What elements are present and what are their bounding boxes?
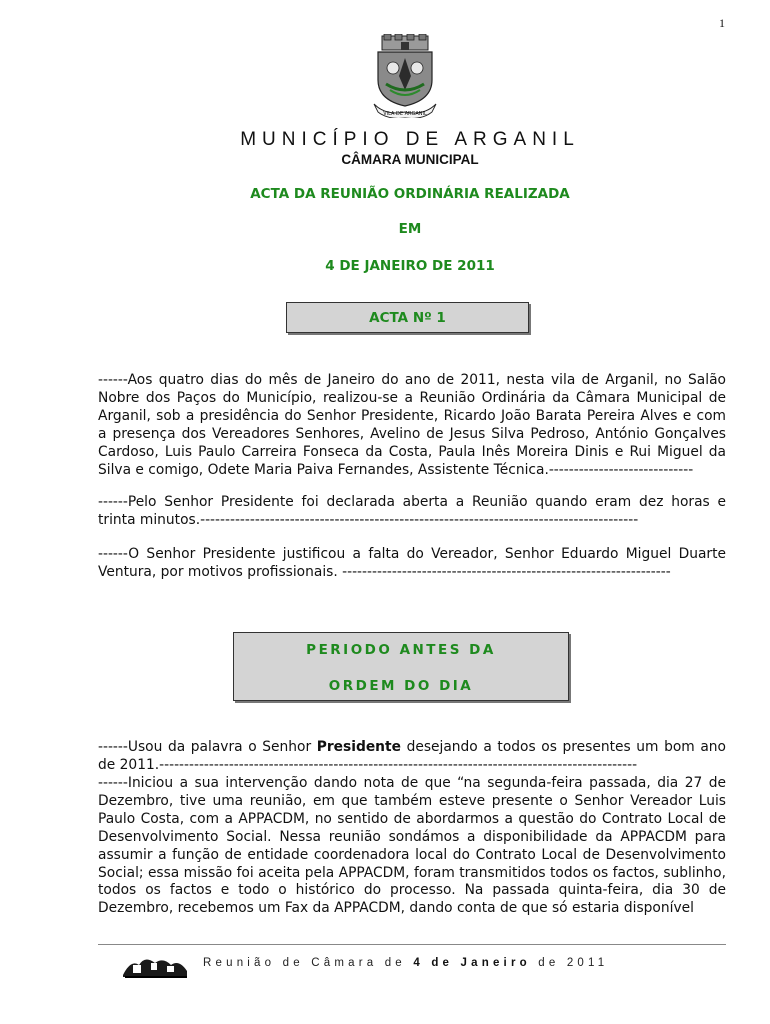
council-name: CÂMARA MUNICIPAL <box>341 152 479 167</box>
footer-month: de Janeiro <box>431 957 531 969</box>
greeting-text-end: desejando a todos os presentes um bom ano de 2011.------------------------------------------------------------------------------------------------ <box>98 739 726 773</box>
section-heading-line1: PERIODO ANTES DA <box>306 642 496 658</box>
section-heading-line2: ORDEM DO DIA <box>328 678 474 694</box>
paragraph-opening: ------Aos quatro dias do mês de Janeiro do ano de 2011, nesta vila de Arganil, no Salão Nobre dos Paços do Município, realizou-se a Reunião Ordinária da Câmara Municipal de Arganil, sob a presidência do Senhor Presidente, Ricardo João Barata Pereira Alves e com a presença dos Vereadores Senhores, Avelino de Jesus Silva Pedroso, António Gonçalves Cardoso, Luis Paulo Carreira Fonseca da Costa, Paula Inês Moreira Dinis e Rui Miguel da Silva e comigo, Odete Maria Paiva Fernandes, Assistente Técnica.----------------------------- <box>98 372 726 478</box>
meeting-date: 4 DE JANEIRO DE 2011 <box>325 258 495 274</box>
paragraph-absence: ------O Senhor Presidente justificou a falta do Vereador, Senhor Eduardo Miguel Duarte Ventura, por motivos profissionais. ------------------------------------------------------------------ <box>98 546 726 580</box>
acta-number: ACTA Nº 1 <box>369 309 446 326</box>
minutes-title-em: EM <box>398 221 422 237</box>
minutes-title: ACTA DA REUNIÃO ORDINÁRIA REALIZADA <box>250 186 570 202</box>
footer-suffix: de 2011 <box>530 957 609 969</box>
paragraph-greeting <box>98 739 726 775</box>
svg-text:VILA DE ARGANIL: VILA DE ARGANIL <box>383 111 427 117</box>
footer-village-sketch-icon <box>121 951 189 979</box>
municipality-name: MUNICÍPIO DE ARGANIL <box>240 129 580 150</box>
acta-number-box <box>286 302 529 333</box>
footer-divider <box>98 944 726 945</box>
greeting-text-start: ------Usou da palavra o Senhor <box>98 739 317 755</box>
section-heading-box <box>233 632 569 701</box>
paragraph-session-opened: ------Pelo Senhor Presidente foi declarada aberta a Reunião quando eram dez horas e trinta minutos.---------------------------------------------------------------------------------------- <box>98 494 726 528</box>
municipal-crest-logo <box>368 34 442 118</box>
footer-caption <box>203 957 608 969</box>
footer-prefix: Reunião de Câmara de <box>203 957 414 969</box>
page-number: 1 <box>719 16 725 30</box>
paragraph-intervention: ------Iniciou a sua intervenção dando nota de que “na segunda-feira passada, dia 27 de Dezembro, tive uma reunião, em que também esteve presente o Senhor Vereador Luis Paulo Costa, com a APPACDM, no sentido de abordarmos a questão do Contrato Local de Desenvolvimento Social. Nessa reunião sondámos a disponibilidade da APPACDM para assumir a função de entidade coordenadora local do Contrato Local de Desenvolvimento Social; essa missão foi aceita pela APPACDM, foram transmitidos todos os factos, sublinho, todos os factos e todo o histórico do processo. Na passada quinta-feira, dia 30 de Dezembro, recebemos um Fax da APPACDM, dando conta de que só estaria disponível <box>98 775 726 917</box>
footer-day: 4 <box>413 957 424 969</box>
greeting-speaker: Presidente <box>316 739 401 755</box>
